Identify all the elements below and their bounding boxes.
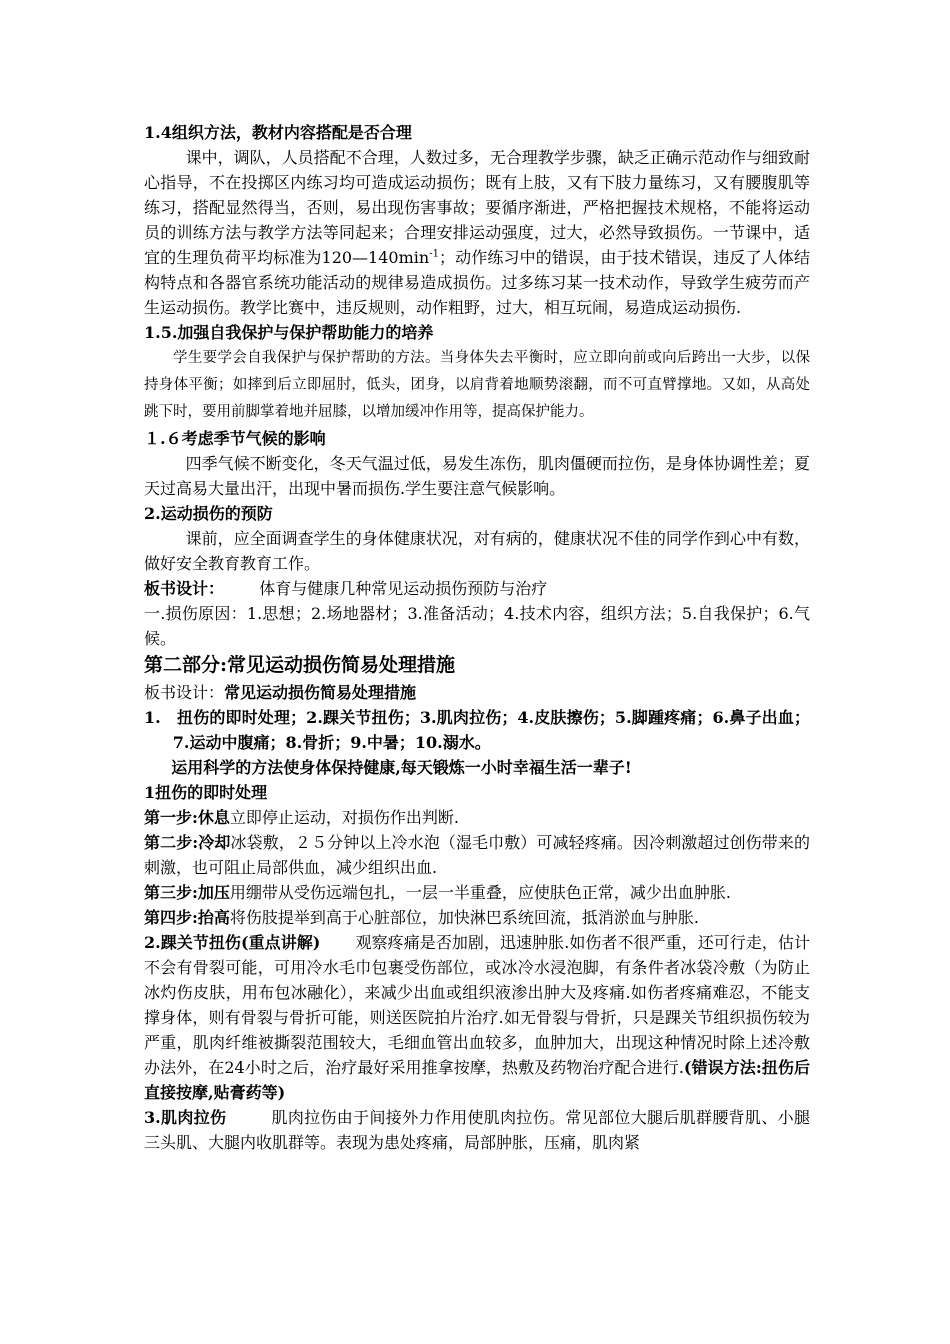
- muscle-strain: [144, 1105, 810, 1155]
- section-1-6-body: 四季气候不断变化，冬天气温过低，易发生冻伤，肌肉僵硬而拉伤，是身体协调性差；夏天过高易大量出汗，出现中暑而损伤.学生要注意气候影响。: [144, 454, 810, 498]
- section-2-title: 2.运动损伤的预防: [144, 504, 273, 523]
- step-4: [144, 905, 810, 930]
- section-1-4-title: 1.4组织方法，教材内容搭配是否合理: [144, 123, 412, 142]
- board-design-1: [144, 576, 810, 601]
- step-4-body: 将伤肢提举到高于心脏部位，加快淋巴系统回流，抵消淤血与肿胀.: [229, 908, 700, 927]
- step-1-body: 立即停止运动，对损伤作出判断.: [229, 808, 460, 827]
- section-1-4-body: [144, 145, 810, 320]
- ankle-sprain-title: 2.踝关节扭伤(重点讲解): [144, 933, 321, 952]
- section-1-5-body: 学生要学会自我保护与保护帮助的方法。当身体失去平衡时，应立即向前或向后跨出一大步，以保持身体平衡；如摔到后立即屈肘，低头，团身，以肩背着地顺势滚翻，而不可直臂撑地。又如，从高处跳下时，要用前脚掌着地并屈膝，以增加缓冲作用等，提高保护能力。: [144, 350, 810, 420]
- board-design-2-label: 板书设计：: [144, 683, 225, 702]
- step-3: [144, 880, 810, 905]
- muscle-strain-body: 肌肉拉伤由于间接外力作用使肌肉拉伤。常见部位大腿后肌群腰背肌、小腿三头肌、大腿内收肌群等。表现为患处疼痛，局部肿胀，压痛，肌肉紧: [144, 1108, 810, 1152]
- step-4-label: 第四步:抬高: [144, 908, 230, 927]
- sprain-title: 1扭伤的即时处理: [144, 783, 268, 802]
- section-1-6-title: １.６考虑季节气候的影响: [144, 429, 326, 448]
- muscle-strain-title: 3.肌肉拉伤: [144, 1108, 227, 1127]
- board-design-2-value: 常见运动损伤简易处理措施: [224, 683, 417, 702]
- step-3-label: 第三步:加压: [144, 883, 230, 902]
- motto-line: 运用科学的方法使身体保持健康,每天锻炼一小时幸福生活一辈子!: [171, 758, 632, 777]
- ankle-sprain: [144, 930, 810, 1105]
- step-2-label: 第二步:冷却: [144, 833, 231, 852]
- section-1-5-title: 1.5.加强自我保护与保护帮助能力的培养: [144, 323, 434, 342]
- treatment-list: 1. 扭伤的即时处理；2.踝关节扭伤；3.肌肉拉伤；4.皮肤擦伤；5.脚踵疼痛；6.鼻子出血；7.运动中腹痛；8.骨折；9.中暑；10.溺水。: [144, 708, 810, 752]
- section-1-4-body-a: 课中，调队，人员搭配不合理，人数过多，无合理教学步骤，缺乏正确示范动作与细致耐心指导，不在投掷区内练习均可造成运动损伤；既有上肢，又有下肢力量练习，又有腰腹肌等练习，搭配显然得当，否则，易出现伤害事故；要循序渐进，严格把握技术规格，不能将运动员的训练方法与教学方法等同起来；合理安排运动强度，过大，必然导致损伤。一节课中，适宜的生理负荷平均标准为120—140min: [144, 148, 810, 267]
- ankle-sprain-body: 观察疼痛是否加剧，迅速肿胀.如伤者不很严重，还可行走，估计不会有骨裂可能，可用冷水毛巾包裹受伤部位，或冰冷水浸泡脚，有条件者冰袋冷敷（为防止冰灼伤皮肤，用布包冰融化），来减少出血或组织液渗出肿大及疼痛.如伤者疼痛难忍，不能支撑身体，则有骨裂与骨折可能，则送医院拍片治疗.如无骨裂与骨折，只是踝关节组织损伤较为严重，肌肉纤维被撕裂范围较大，毛细血管出血较多，血肿加大，出现这种情况时除上述冷敷办法外，在24小时之后，治疗最好采用推拿按摩，热敷及药物治疗配合进行.: [144, 933, 810, 1077]
- injury-causes-line: 一.损伤原因：1.思想；2.场地器材；3.准备活动；4.技术内容，组织方法；5.自我保护；6.气候。: [144, 604, 810, 648]
- step-1: [144, 805, 810, 830]
- section-1-4-body-b: ；动作练习中的错误，由于技术错误，违反了人体结构特点和各器官系统功能活动的规律易造成损伤。过多练习某一技术动作，导致学生疲劳而产生运动损伤。教学比赛中，违反规则，动作粗野，过大，相互玩闹，易造成运动损伤.: [144, 248, 810, 317]
- part-2-title: 第二部分:常见运动损伤简易处理措施: [144, 654, 456, 676]
- step-3-body: 用绷带从受伤远端包扎，一层一半重叠，应使肤色正常，减少出血肿胀.: [229, 883, 732, 902]
- step-2: [144, 830, 810, 880]
- step-2-body: 冰袋敷，２５分钟以上冷水泡（湿毛巾敷）可减轻疼痛。因冷刺激超过创伤带来的刺激，也可阻止局部供血，减少组织出血.: [144, 833, 810, 877]
- ankle-sprain-error-note: (错误方法:扭伤后直接按摩,贴膏药等): [144, 1058, 810, 1102]
- board-design-2: [144, 680, 810, 705]
- document-page: [144, 120, 810, 1155]
- section-2-body: 课前，应全面调查学生的身体健康状况，对有病的，健康状况不佳的同学作到心中有数，做好安全教育教育工作。: [144, 529, 810, 573]
- section-1-4-unit-sup: -1: [429, 248, 439, 260]
- board-design-1-label: 板书设计：: [144, 579, 225, 598]
- board-design-1-value: 体育与健康几种常见运动损伤预防与治疗: [259, 579, 548, 598]
- step-1-label: 第一步:休息: [144, 808, 230, 827]
